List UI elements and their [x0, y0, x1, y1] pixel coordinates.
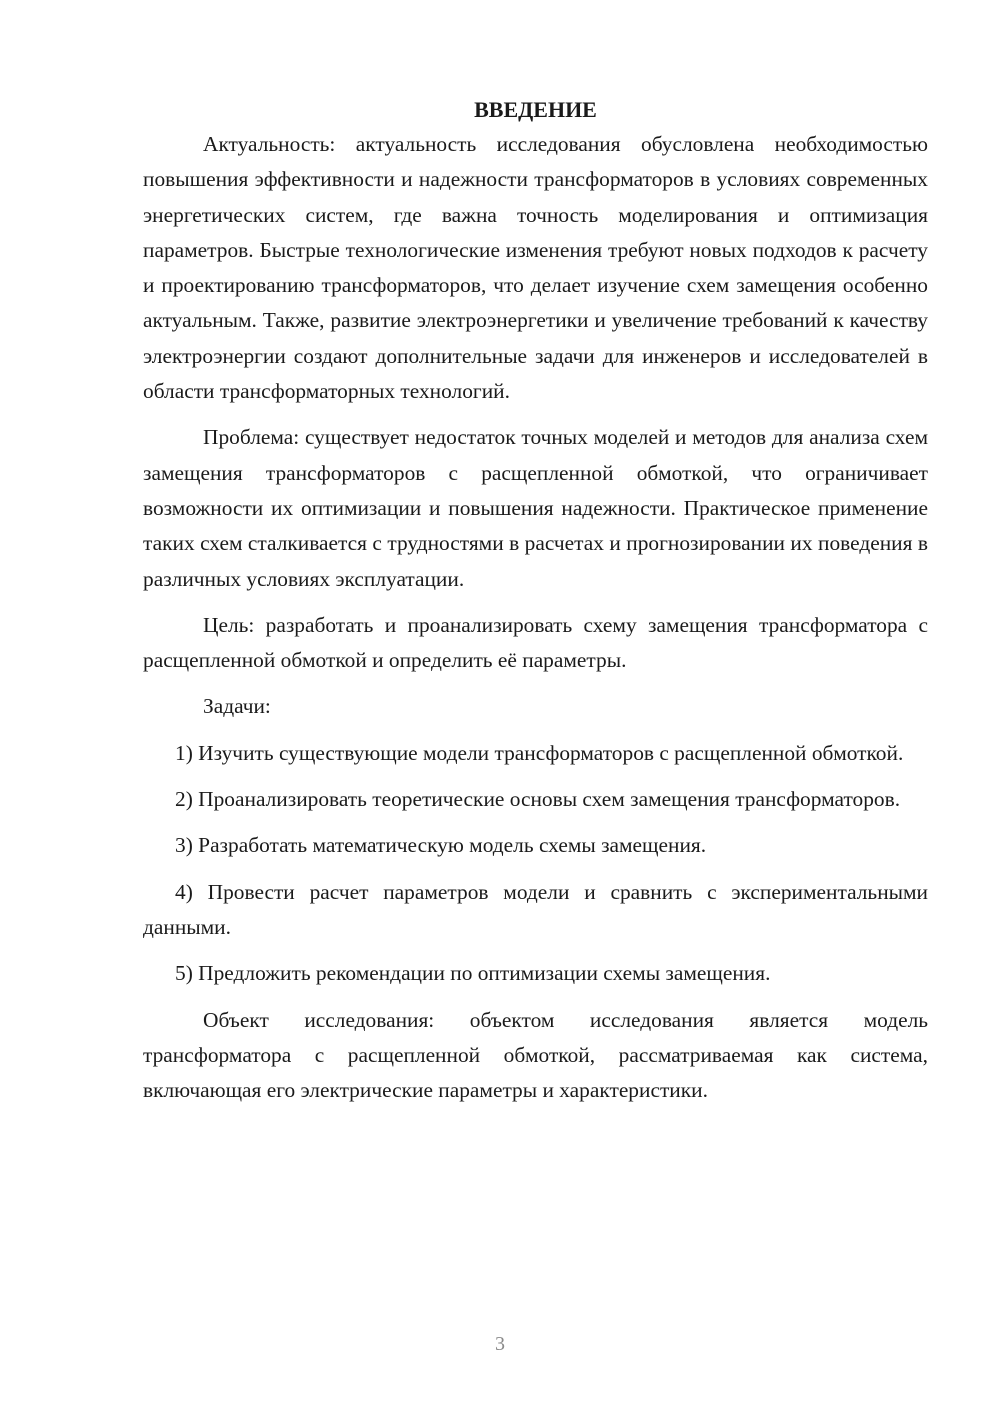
task-list: [143, 736, 928, 992]
list-item: 4) Провести расчет параметров модели и сравнить с экспериментальными данными.: [143, 879, 928, 939]
document-page: [143, 92, 928, 1108]
list-item: 1) Изучить существующие модели трансформаторов с расщепленной обмоткой.: [175, 740, 904, 765]
page-number: 3: [495, 1333, 505, 1355]
section-heading: ВВЕДЕНИЕ: [474, 97, 597, 122]
paragraph-tasks-label: Задачи:: [203, 694, 271, 719]
list-item: 5) Предложить рекомендации по оптимизации схемы замещения.: [175, 961, 771, 986]
paragraph-object: Объект исследования: объектом исследования является модель трансформатора с расщепленной обмоткой, рассматриваемая как система, включающая его электрические параметры и характеристики.: [143, 1007, 928, 1103]
list-item: 2) Проанализировать теоретические основы схем замещения трансформаторов.: [175, 787, 901, 812]
paragraph-problem: Проблема: существует недостаток точных моделей и методов для анализа схем замещения трансформаторов с расщепленной обмоткой, что ограничивает возможности их оптимизации и повышения надежности. Практическое применение таких схем сталкивается с трудностями в расчетах и прогнозировании их поведения в различных условиях эксплуатации.: [143, 425, 928, 591]
paragraph-relevance: Актуальность: актуальность исследования обусловлена необходимостью повышения эффективности и надежности трансформаторов в условиях современных энергетических систем, где важна точность моделирования и оптимизация параметров. Быстрые технологические изменения требуют новых подходов к расчету и проектированию трансформаторов, что делает изучение схем замещения особенно актуальным. Также, развитие электроэнергетики и увеличение требований к качеству электроэнергии создают дополнительные задачи для инженеров и исследователей в области трансформаторных технологий.: [143, 132, 928, 404]
paragraph-goal: Цель: разработать и проанализировать схему замещения трансформатора с расщепленной обмоткой и определить её параметры.: [143, 612, 928, 673]
list-item: 3) Разработать математическую модель схемы замещения.: [175, 833, 707, 858]
